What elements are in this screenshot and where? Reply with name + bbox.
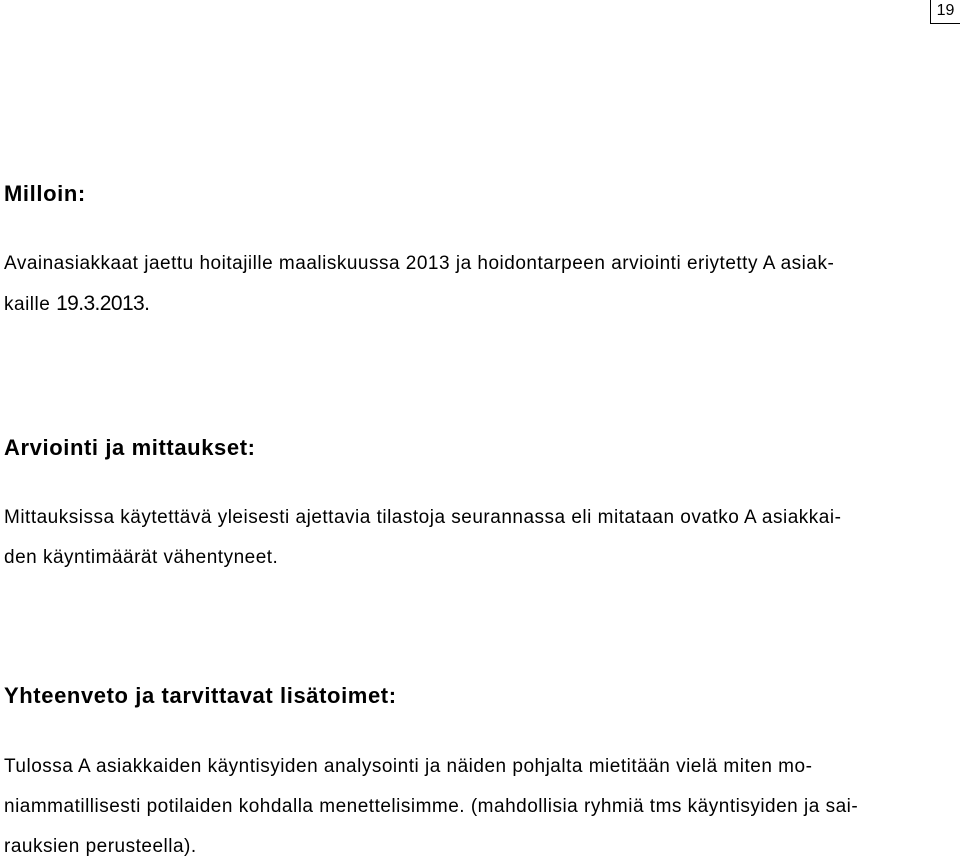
paragraph-when-line-2-text: kaille <box>4 294 57 315</box>
paragraph-summary <box>4 747 858 867</box>
paragraph-evaluation-line-1: Mittauksissa käytettävä yleisesti ajettavia tilastoja seurannassa eli mitataan ovatko A asiakkai- <box>4 507 842 528</box>
paragraph-when <box>4 244 834 325</box>
paragraph-summary-line-1: Tulossa A asiakkaiden käyntisyiden analysointi ja näiden pohjalta mietitään vielä miten mo- <box>4 756 813 777</box>
heading-summary: Yhteenveto ja tarvittavat lisätoimet: <box>4 683 397 708</box>
heading-evaluation: Arviointi ja mittaukset: <box>4 435 256 460</box>
paragraph-when-line-1: Avainasiakkaat jaettu hoitajille maaliskuussa 2013 ja hoidontarpeen arviointi eriytetty A asiak- <box>4 253 835 274</box>
paragraph-when-line-2 <box>4 284 834 325</box>
paragraph-evaluation-line-2: den käyntimäärät vähentyneet. <box>4 547 279 568</box>
paragraph-summary-line-2: niammatillisesti potilaiden kohdalla menettelisimme. (mahdollisia ryhmiä tms käyntisyiden ja sai- <box>4 796 859 817</box>
heading-when: Milloin: <box>4 181 86 206</box>
paragraph-summary-line-3: rauksien perusteella). <box>4 836 197 857</box>
page-number: 19 <box>930 0 960 24</box>
start-date: 19.3.2013. <box>56 292 150 315</box>
paragraph-evaluation <box>4 498 841 578</box>
